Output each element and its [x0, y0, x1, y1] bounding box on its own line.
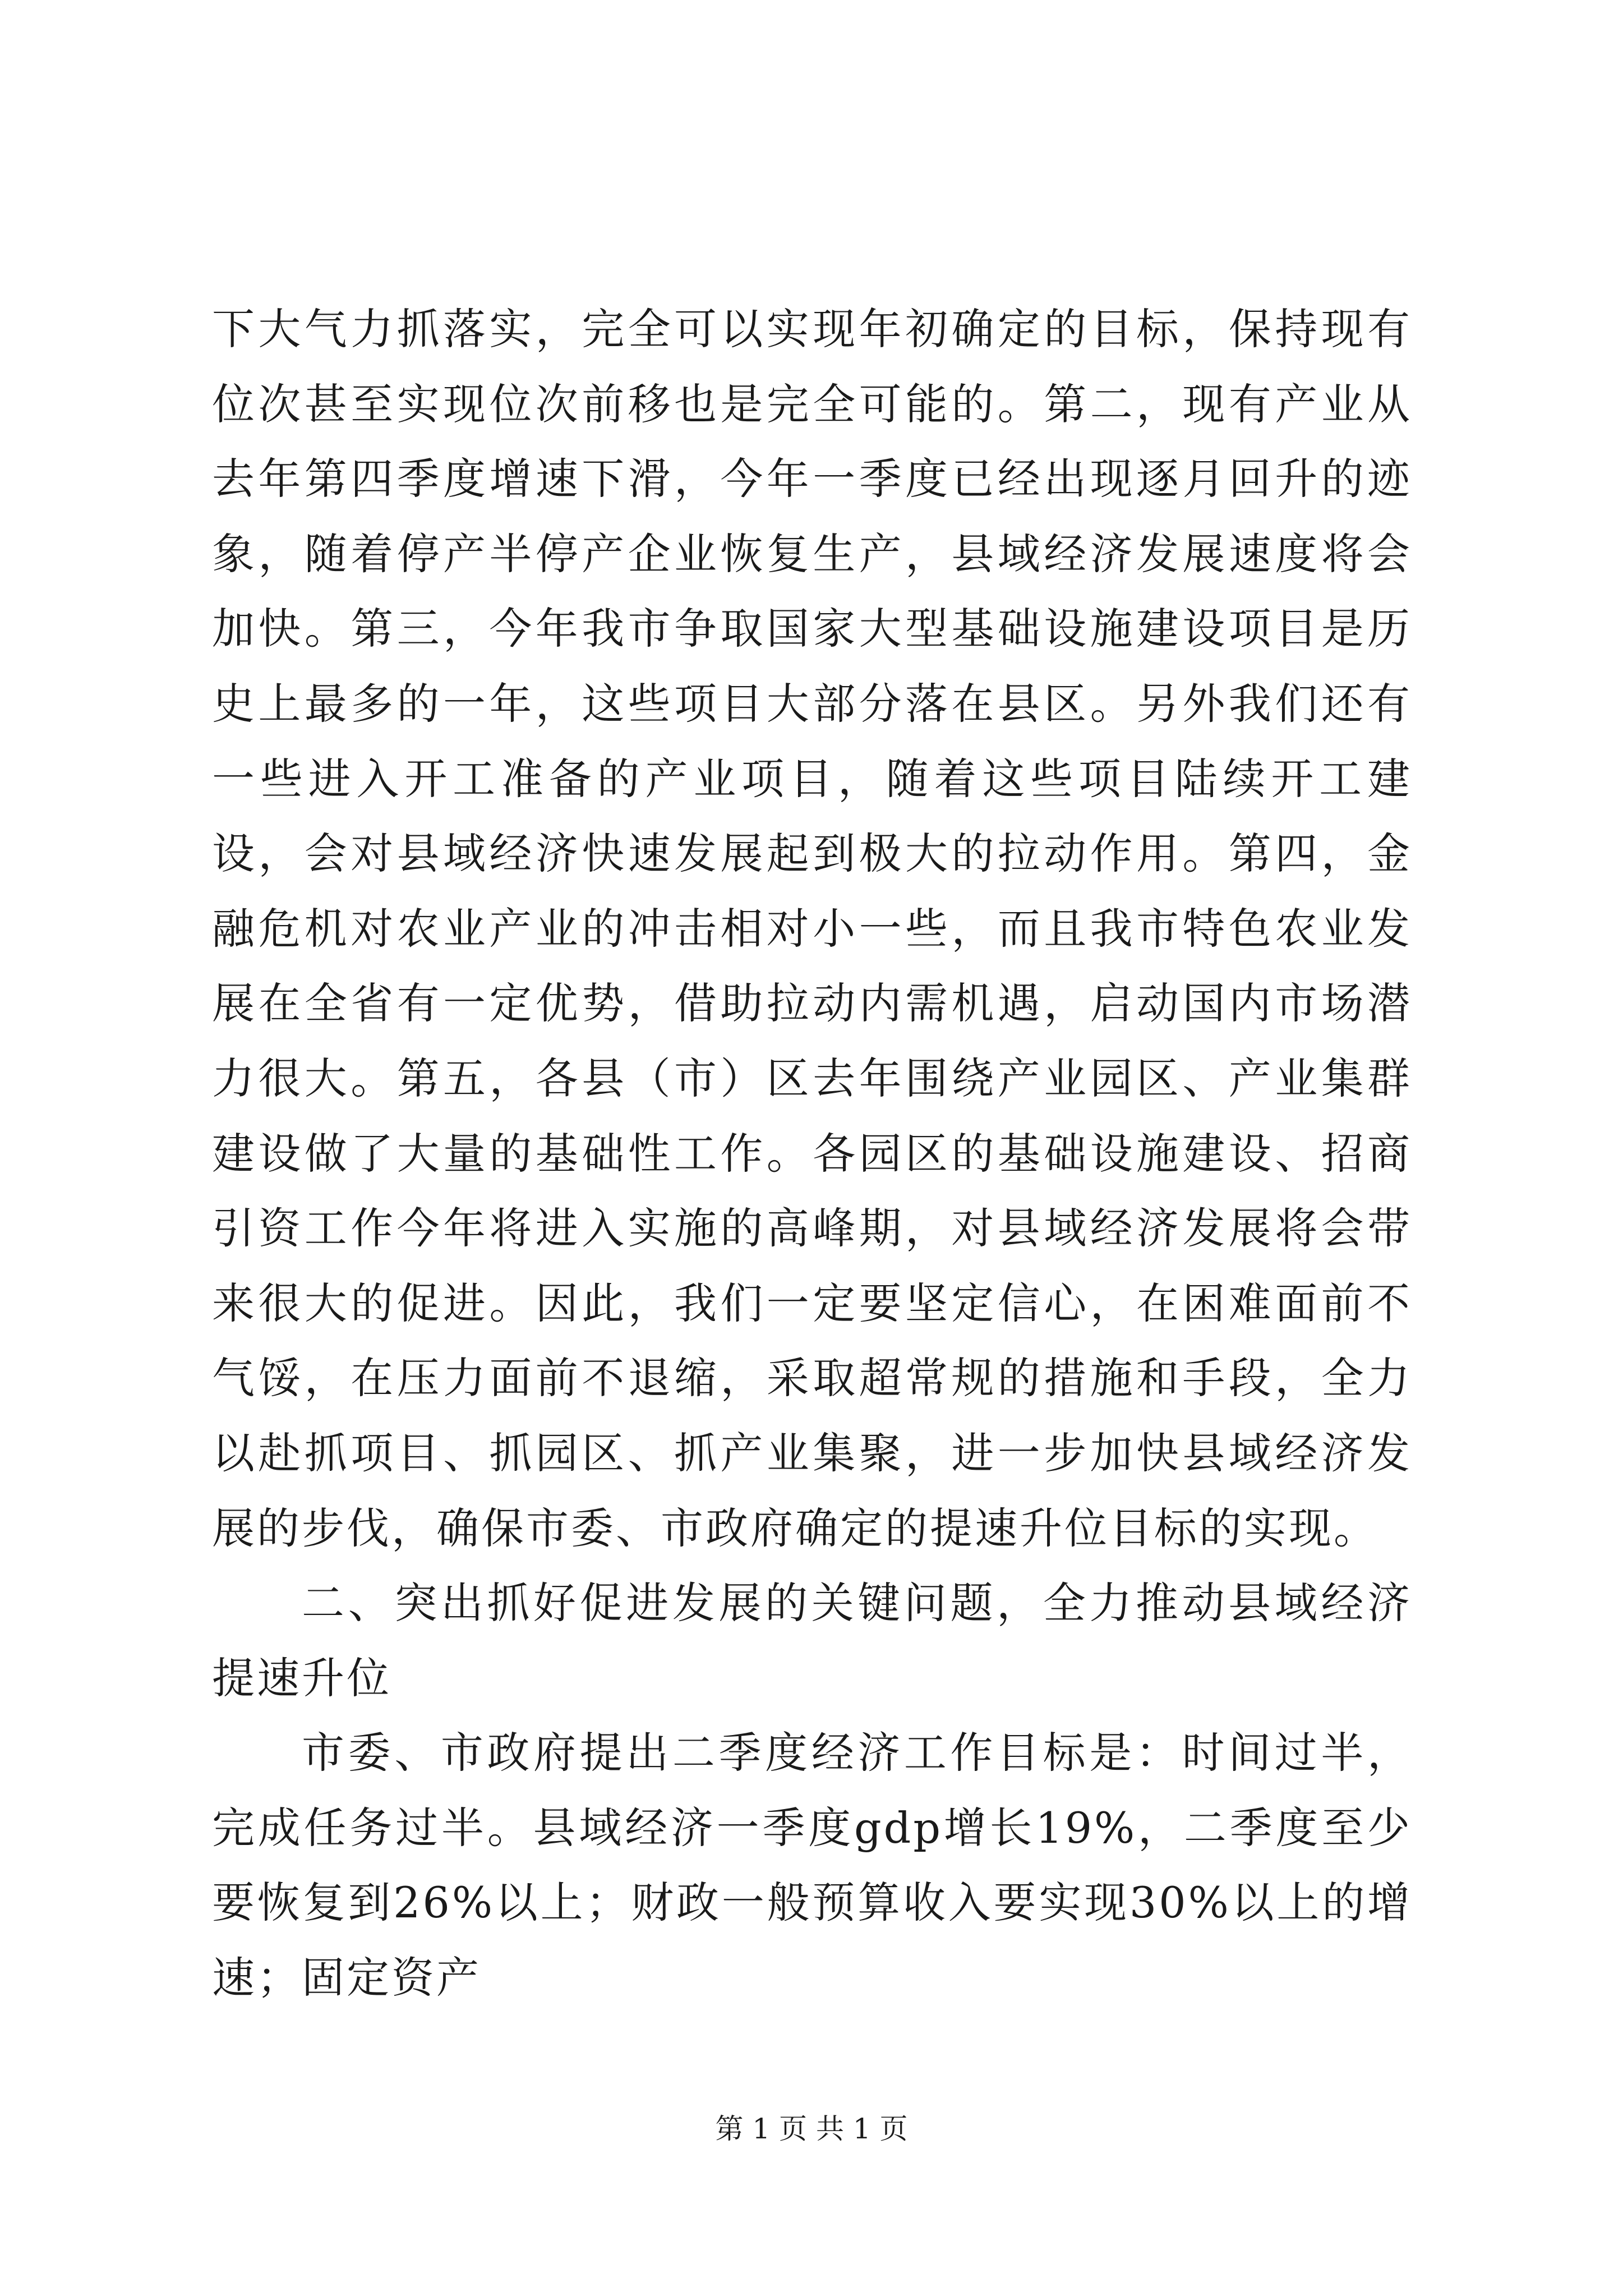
- paragraph-1: 下大气力抓落实，完全可以实现年初确定的目标，保持现有位次甚至实现位次前移也是完全可能的。第二，现有产业从去年第四季度增速下滑，今年一季度已经出现逐月回升的迹象，随着停产半停产企业恢复生产，县域经济发展速度将会加快。第三，今年我市争取国家大型基础设施建设项目是历史上最多的一年，这些项目大部分落在县区。另外我们还有一些进入开工准备的产业项目，随着这些项目陆续开工建设，会对县域经济快速发展起到极大的拉动作用。第四，金融危机对农业产业的冲击相对小一些，而且我市特色农业发展在全省有一定优势，借助拉动内需机遇，启动国内市场潜力很大。第五，各县（市）区去年围绕产业园区、产业集群建设做了大量的基础性工作。各园区的基础设施建设、招商引资工作今年将进入实施的高峰期，对县域经济发展将会带来很大的促进。因此，我们一定要坚定信心，在困难面前不气馁，在压力面前不退缩，采取超常规的措施和手段，全力以赴抓项目、抓园区、抓产业集聚，进一步加快县域经济发展的步伐，确保市委、市政府确定的提速升位目标的实现。: [212, 304, 1412, 1553]
- page-footer: 第 1 页 共 1 页: [715, 2113, 908, 2145]
- document-body: [212, 292, 1412, 2016]
- section-heading: 二、突出抓好促进发展的关键问题，全力推动县域经济提速升位: [212, 1578, 1412, 1703]
- paragraph-3: 市委、市政府提出二季度经济工作目标是：时间过半，完成任务过半。县域经济一季度gdp增长19%，二季度至少要恢复到26%以上；财政一般预算收入要实现30%以上的增速；固定资产: [212, 1728, 1412, 2003]
